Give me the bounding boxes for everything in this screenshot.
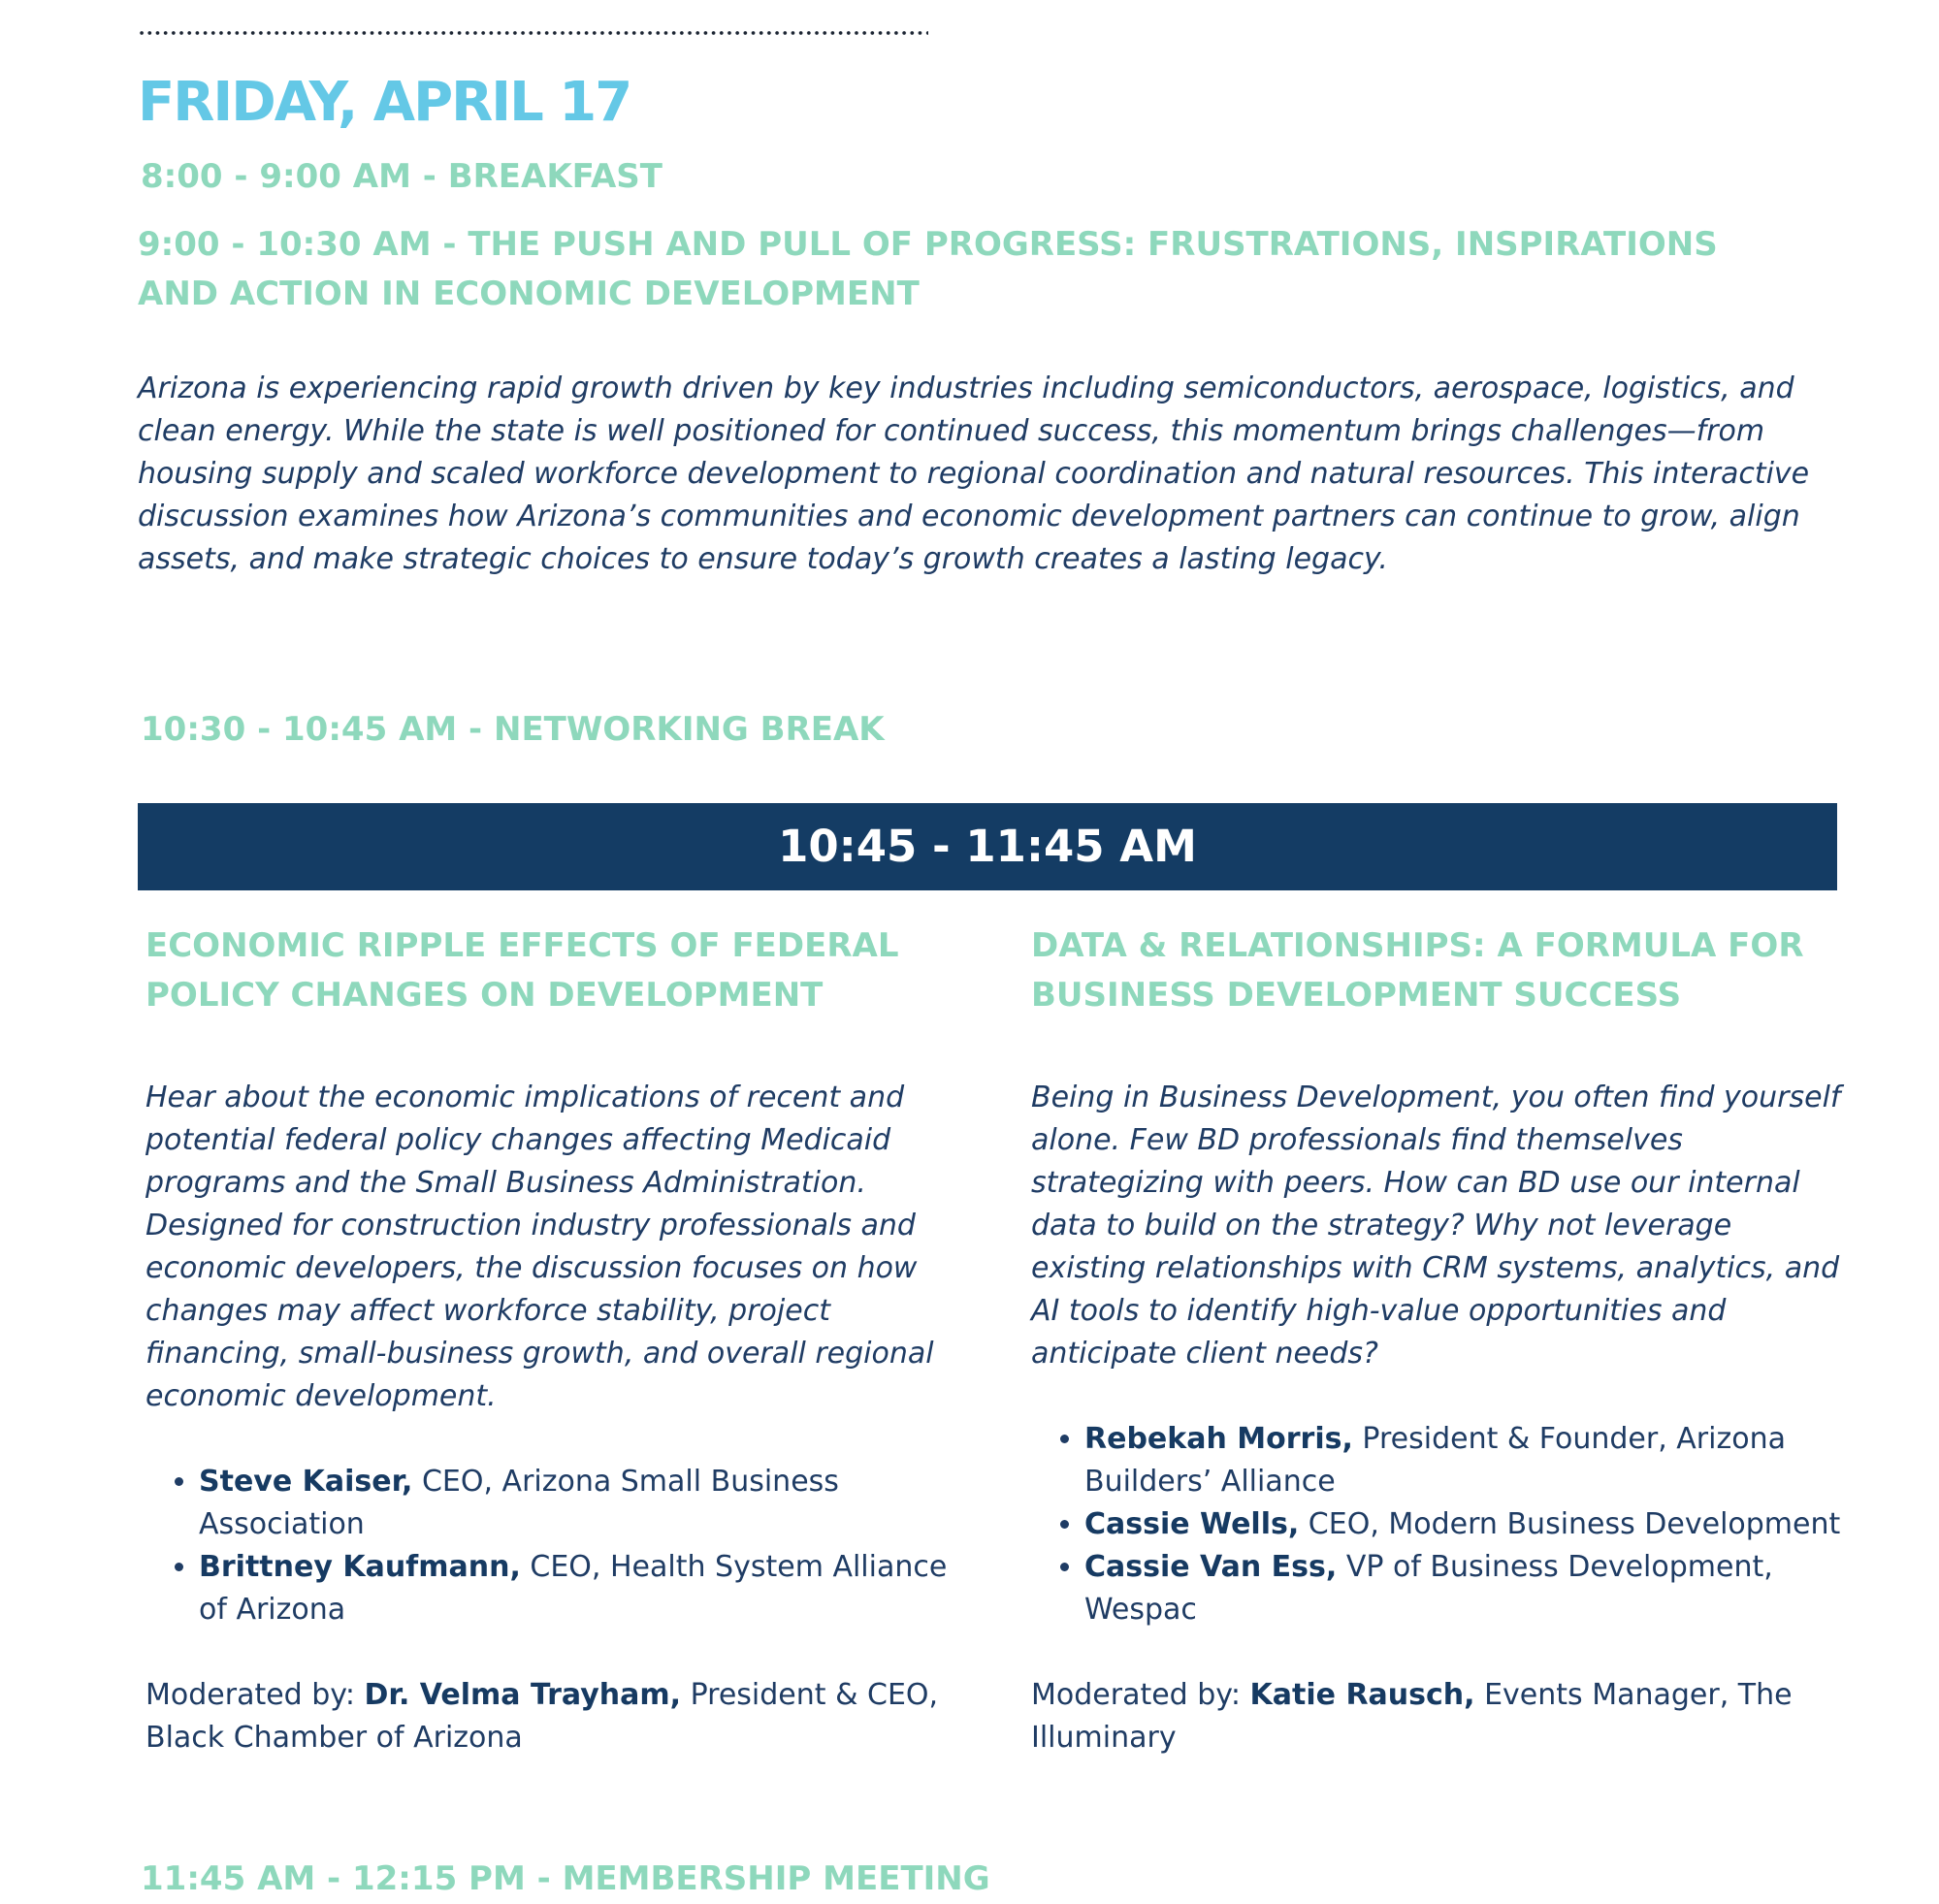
list-item (1084, 1546, 1846, 1631)
moderator-label: Moderated by: (1031, 1678, 1241, 1712)
moderator-name: Dr. Velma Trayham, (364, 1678, 682, 1712)
right-session-title: DATA & RELATIONSHIPS: A FORMULA FOR BUSINESS DEVELOPMENT SUCCESS (1031, 926, 1804, 1015)
right-session (1031, 921, 1846, 1759)
speaker-name: Steve Kaiser, (199, 1465, 413, 1499)
list-item (199, 1546, 960, 1631)
moderator-label: Moderated by: (145, 1678, 355, 1712)
speaker-name: Rebekah Morris, (1084, 1422, 1353, 1456)
day-title: FRIDAY, APRIL 17 (138, 71, 631, 134)
speaker-role: President & Founder, Arizona Builders’ Alliance (1084, 1422, 1786, 1499)
list-item (1084, 1503, 1846, 1546)
left-session-description: Hear about the economic implications of recent and potential federal policy changes affecting Medicaid programs and the Small Business Administration. Designed for construction industry professionals and economic developers, the discussion focuses on how changes may affect workforce stability, project financing, small-business growth, and overall regional economic development. (145, 1081, 934, 1413)
moderator-role: President & CEO, Black Chamber of Arizona (145, 1678, 939, 1755)
right-speaker-list (1031, 1418, 1846, 1631)
right-session-description: Being in Business Development, you often find yourself alone. Few BD professionals find themselves strategizing with peers. How can BD use our internal data to build on the strategy? Why not leverage existing relationships with CRM systems, analytics, and AI tools to identify high-value opportunities and anticipate client needs? (1031, 1081, 1841, 1371)
breakout-time-banner: 10:45 - 11:45 AM (138, 803, 1837, 890)
dotted-divider (138, 29, 928, 37)
breakfast-heading: 8:00 - 9:00 AM - BREAKFAST (141, 157, 662, 196)
list-item (199, 1461, 960, 1546)
moderator-name: Katie Rausch, (1249, 1678, 1475, 1712)
membership-meeting-heading: 11:45 AM - 12:15 PM - MEMBERSHIP MEETING (141, 1859, 990, 1898)
moderator-role: Events Manager, The Illuminary (1031, 1678, 1793, 1755)
speaker-role: VP of Business Development, Wespac (1084, 1550, 1773, 1627)
speaker-name: Cassie Wells, (1084, 1507, 1300, 1541)
speaker-role: CEO, Health System Alliance of Arizona (199, 1550, 948, 1627)
speaker-role: CEO, Arizona Small Business Association (199, 1465, 839, 1541)
networking-break-heading: 10:30 - 10:45 AM - NETWORKING BREAK (141, 710, 885, 749)
left-moderator (145, 1674, 960, 1759)
left-speaker-list (145, 1461, 960, 1631)
speaker-role: CEO, Modern Business Development (1308, 1507, 1841, 1541)
keynote-description: Arizona is experiencing rapid growth driven by key industries including semiconductors, aerospace, logistics, and clean energy. While the state is well positioned for continued success, this momentum brings challenges—from housing supply and scaled workforce development to regional coordination and natural resources. This interactive discussion examines how Arizona’s communities and economic development partners can continue to grow, align assets, and make strategic choices to ensure today’s growth creates a lasting legacy. (138, 371, 1810, 576)
list-item (1084, 1418, 1846, 1503)
speaker-name: Brittney Kaufmann, (199, 1550, 521, 1584)
right-moderator (1031, 1674, 1846, 1759)
keynote-heading: 9:00 - 10:30 AM - THE PUSH AND PULL OF PROGRESS: FRUSTRATIONS, INSPIRATIONS AND ACTION IN ECONOMIC DEVELOPMENT (138, 225, 1718, 313)
speaker-name: Cassie Van Ess, (1084, 1550, 1338, 1584)
left-session (145, 921, 960, 1759)
left-session-title: ECONOMIC RIPPLE EFFECTS OF FEDERAL POLICY CHANGES ON DEVELOPMENT (145, 926, 899, 1015)
